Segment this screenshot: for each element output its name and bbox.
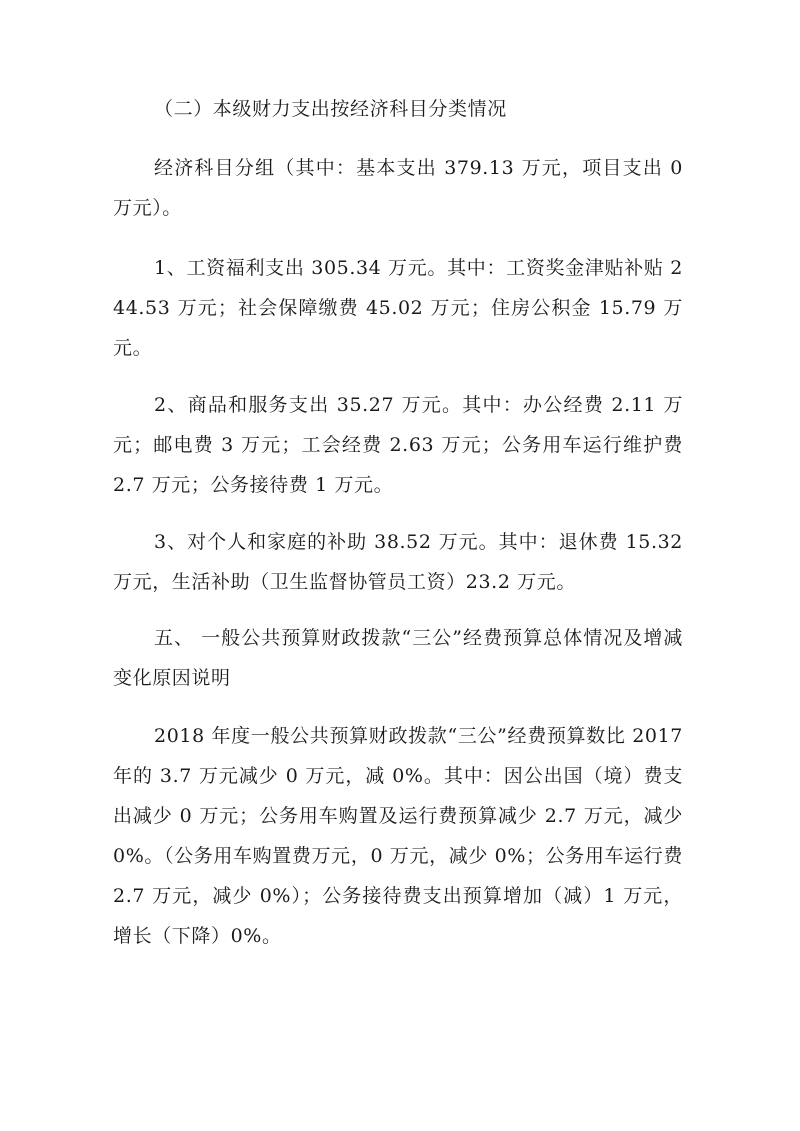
paragraph-goods-services: 2、商品和服务支出 35.27 万元。其中：办公经费 2.11 万元；邮电费 3 万元；工会经费 2.63 万元；公务用车运行维护费 2.7 万元；公务接待费 1 万元。 xyxy=(113,394,683,496)
paragraph-salary-welfare: 1、工资福利支出 305.34 万元。其中：工资奖金津贴补贴 244.53 万元；社会保障缴费 45.02 万元；住房公积金 15.79 万元。 xyxy=(113,257,683,359)
section-heading-economic-classification: （二）本级财力支出按经济科目分类情况 xyxy=(154,98,507,120)
paragraph-individual-family-subsidy: 3、对个人和家庭的补助 38.52 万元。其中：退休费 15.32 万元，生活补助（卫生监督协管员工资）23.2 万元。 xyxy=(113,531,683,593)
paragraph-economic-groups: 经济科目分组（其中：基本支出 379.13 万元，项目支出 0 万元）。 xyxy=(113,157,683,219)
paragraph-three-public-expenses-detail: 2018 年度一般公共预算财政拨款“三公”经费预算数比 2017 年的 3.7 万元减少 0 万元，减 0%。其中：因公出国（境）费支出减少 0 万元；公务用车购置及运行费预算减少 2.7 万元，减少 0%。（公务用车购置费万元，0 万元，减少 0%；公务用车运行费 2.7 万元，减少 0%）；公务接待费支出预算增加（减）1 万元，增长（下降）0%。 xyxy=(113,725,683,947)
section-heading-three-public-expenses: 五、 一般公共预算财政拨款“三公”经费预算总体情况及增减变化原因说明 xyxy=(113,627,683,689)
